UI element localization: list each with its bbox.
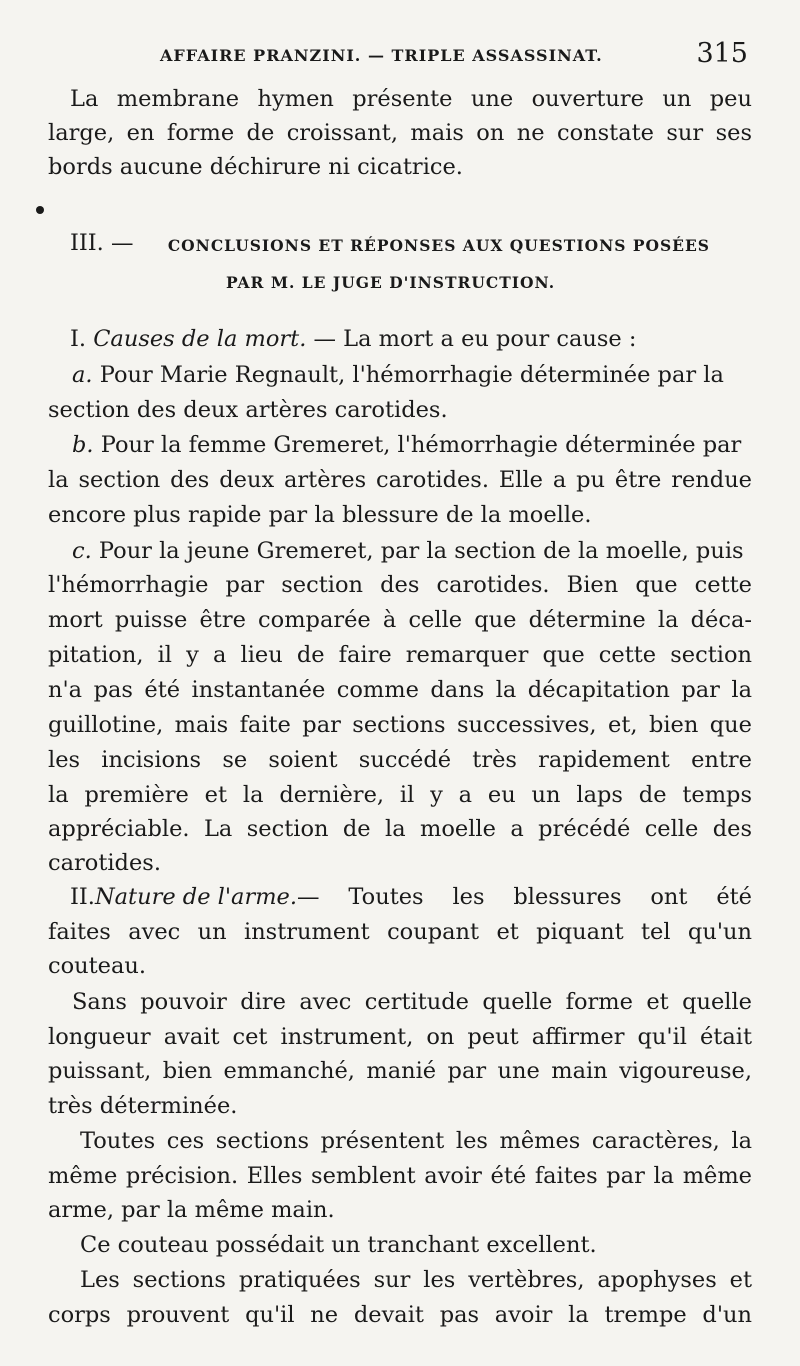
ink-dot: [36, 206, 44, 214]
text-line: mort puisse être comparée à celle que détermine la déca-: [48, 607, 752, 633]
text-line: très déterminée.: [48, 1093, 238, 1119]
text-line: même précision. Elles semblent avoir été faites par la même: [48, 1163, 752, 1189]
text-line: faites avec un instrument coupant et piquant tel qu'un: [48, 919, 752, 945]
list-number: II.: [70, 884, 95, 910]
text-line: large, en forme de croissant, mais on ne constate sur ses: [48, 120, 752, 146]
text-line: Ce couteau possédait un tranchant excellent.: [80, 1232, 597, 1258]
text-line: longueur avait cet instrument, on peut affirmer qu'il était: [48, 1024, 752, 1050]
text-line: [72, 428, 752, 462]
subheading-italic: Nature de l'arme.: [94, 884, 298, 910]
text-line: appréciable. La section de la moelle a précédé celle des: [48, 816, 752, 842]
text-line: n'a pas été instantanée comme dans la décapitation par la: [48, 677, 752, 703]
text-line: Sans pouvoir dire avec certitude quelle forme et quelle: [72, 989, 752, 1015]
text-line: l'hémorrhagie par section des carotides. Bien que cette: [48, 572, 752, 598]
section-number: III. —: [70, 230, 134, 256]
text-span: — Toutes les blessures ont été: [297, 884, 752, 910]
text-line: [70, 880, 752, 914]
text-line: la première et la dernière, il y a eu un laps de temps: [48, 782, 752, 808]
text-span: Pour Marie Regnault, l'hémorrhagie déterminée par la: [92, 362, 724, 388]
text-line: carotides.: [48, 850, 161, 876]
text-line: La membrane hymen présente une ouverture un peu: [70, 86, 752, 112]
text-line: couteau.: [48, 953, 147, 979]
text-line: section des deux artères carotides.: [48, 397, 448, 423]
text-span: — La mort a eu pour cause :: [306, 326, 637, 352]
text-line: [72, 358, 752, 392]
text-line: [72, 534, 752, 568]
list-marker: a.: [72, 362, 93, 388]
list-number: I.: [70, 326, 94, 352]
text-line: pitation, il y a lieu de faire remarquer que cette section: [48, 642, 752, 668]
list-marker: b.: [72, 432, 94, 458]
subheading-italic: Causes de la mort.: [93, 326, 307, 352]
running-title: AFFAIRE PRANZINI. — TRIPLE ASSASSINAT.: [160, 46, 603, 65]
list-marker: c.: [72, 538, 92, 564]
text-line: bords aucune déchirure ni cicatrice.: [48, 154, 463, 180]
page-number: 315: [696, 38, 748, 69]
text-line: encore plus rapide par la blessure de la moelle.: [48, 502, 592, 528]
text-line: puissant, bien emmanché, manié par une main vigoureuse,: [48, 1058, 752, 1084]
text-line: corps prouvent qu'il ne devait pas avoir la trempe d'un: [48, 1302, 752, 1328]
text-span: Pour la femme Gremeret, l'hémorrhagie déterminée par: [93, 432, 742, 458]
text-line: la section des deux artères carotides. Elle a pu être rendue: [48, 467, 752, 493]
text-line: Les sections pratiquées sur les vertèbres, apophyses et: [80, 1267, 752, 1293]
running-header: [48, 38, 748, 74]
text-line: les incisions se soient succédé très rapidement entre: [48, 747, 752, 773]
section-heading-text-2: PAR M. LE JUGE D'INSTRUCTION.: [226, 273, 556, 292]
section-heading: [70, 226, 710, 263]
section-heading-text: CONCLUSIONS ET RÉPONSES AUX QUESTIONS POSÉES: [167, 236, 710, 255]
text-span: Pour la jeune Gremeret, par la section de la moelle, puis: [91, 538, 744, 564]
text-line: Toutes ces sections présentent les mêmes caractères, la: [80, 1128, 752, 1154]
text-line: arme, par la même main.: [48, 1197, 335, 1223]
text-line: [70, 322, 774, 356]
section-heading-line-2: [226, 264, 556, 300]
text-line: guillotine, mais faite par sections successives, et, bien que: [48, 712, 752, 738]
